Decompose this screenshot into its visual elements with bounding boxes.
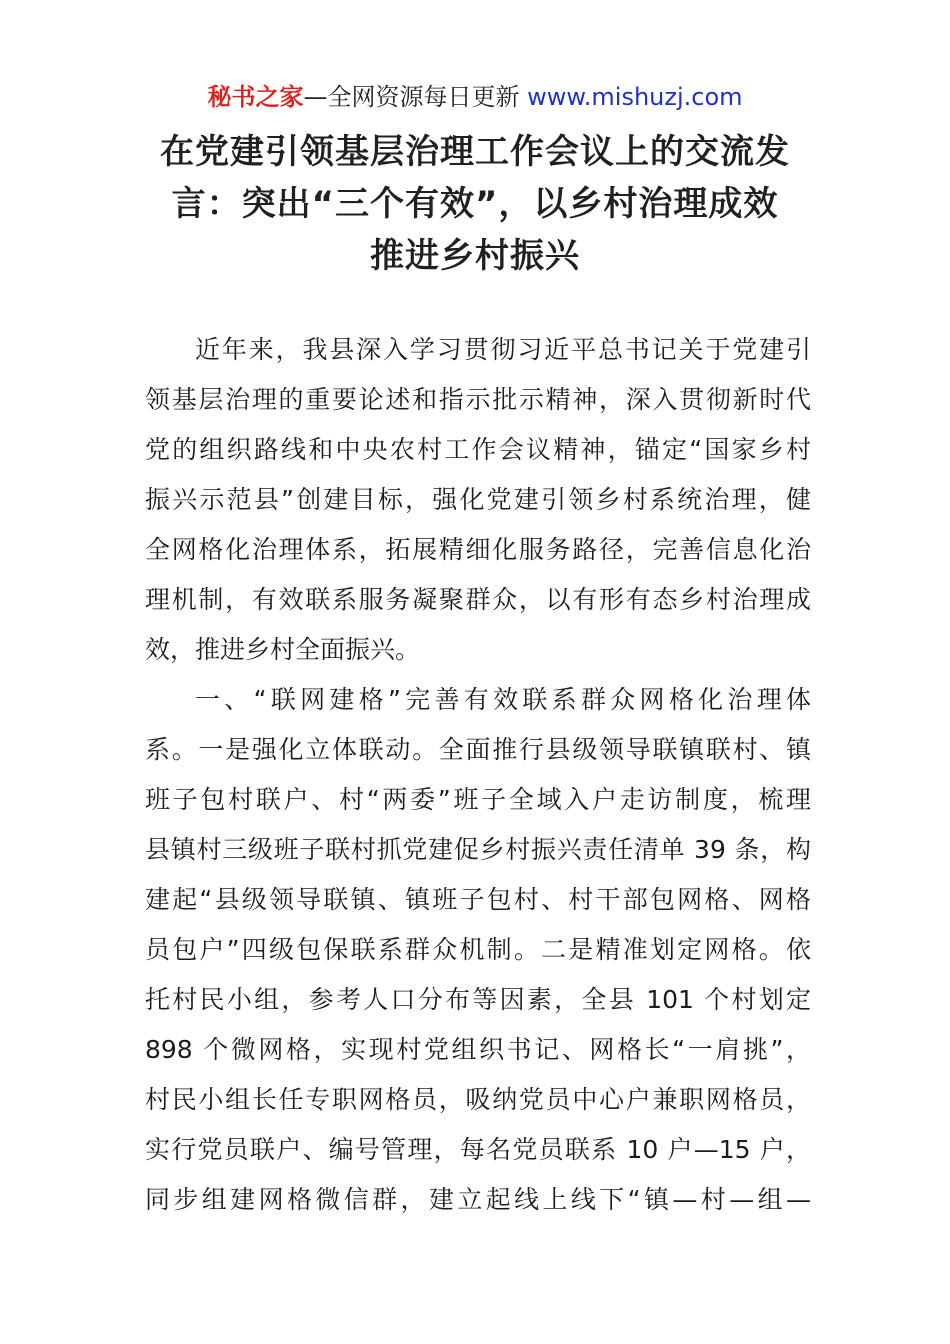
title-line: 言：突出“三个有效”，以乡村治理成效 <box>171 184 779 224</box>
body-line: 托村民小组，参考人口分布等因素，全县 101 个村划定 <box>145 985 811 1014</box>
body-line: 一、“联网建格”完善有效联系群众网格化治理体 <box>195 685 811 714</box>
body-line: 振兴示范县”创建目标，强化党建引领乡村系统治理，健 <box>145 485 811 514</box>
body-line: 员包户”四级包保联系群众机制。二是精准划定网格。依 <box>145 935 811 964</box>
site-header <box>0 80 950 114</box>
body-line: 县镇村三级班子联村抓党建促乡村振兴责任清单 39 条，构 <box>145 835 811 864</box>
body-line: 实行党员联户、编号管理，每名党员联系 10 户—15 户， <box>145 1135 811 1164</box>
body-line: 效，推进乡村全面振兴。 <box>145 635 421 664</box>
body-line: 建起“县级领导联镇、镇班子包村、村干部包网格、网格 <box>145 885 811 914</box>
body-line: 系。一是强化立体联动。全面推行县级领导联镇联村、镇 <box>145 735 811 764</box>
site-tagline: —全网资源每日更新 <box>303 83 528 111</box>
body-line: 全网格化治理体系，拓展精细化服务路径，完善信息化治 <box>145 535 811 564</box>
body-line: 班子包村联户、村“两委”班子全域入户走访制度，梳理 <box>145 785 811 814</box>
body-line: 领基层治理的重要论述和指示批示精神，深入贯彻新时代 <box>145 385 811 414</box>
body-line: 近年来，我县深入学习贯彻习近平总书记关于党建引 <box>195 335 811 364</box>
title-line: 推进乡村振兴 <box>370 236 580 276</box>
site-url-link[interactable]: www.mishuzj.com <box>527 83 743 111</box>
body-line: 村民小组长任专职网格员，吸纳党员中心户兼职网格员， <box>145 1085 811 1114</box>
document-body <box>145 325 811 1225</box>
body-line: 898 个微网格，实现村党组织书记、网格长“一肩挑”， <box>145 1035 811 1064</box>
title-line: 在党建引领基层治理工作会议上的交流发 <box>160 132 790 172</box>
body-line: 党的组织路线和中央农村工作会议精神，锚定“国家乡村 <box>145 435 811 464</box>
site-brand: 秘书之家 <box>207 83 304 111</box>
body-line: 理机制，有效联系服务凝聚群众，以有形有态乡村治理成 <box>145 585 811 614</box>
document-title <box>130 126 820 282</box>
body-line: 同步组建网格微信群，建立起线上线下“镇—村—组— <box>145 1185 811 1214</box>
